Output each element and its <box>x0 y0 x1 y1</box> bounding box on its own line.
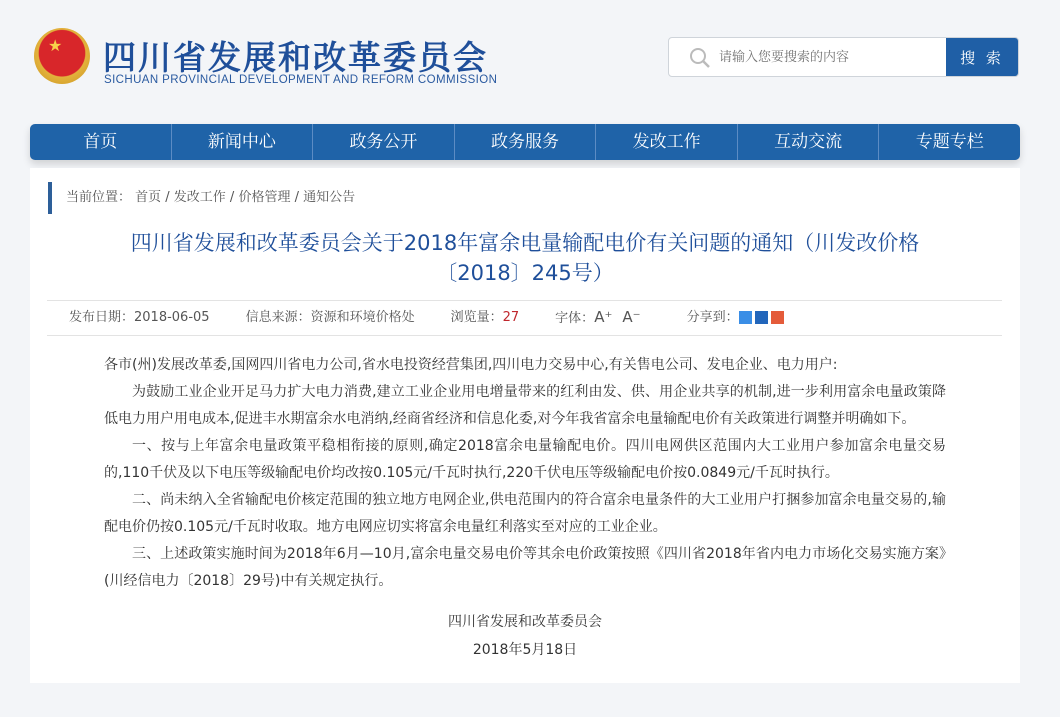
share-qzone-icon[interactable] <box>739 311 752 324</box>
search-button[interactable]: 搜 索 <box>946 38 1018 76</box>
view-count: 27 <box>502 310 520 325</box>
info-source: 资源和环境价格处 <box>310 310 415 325</box>
font-increase-button[interactable]: A⁺ <box>594 308 613 326</box>
site-header <box>0 0 1060 120</box>
article-body <box>104 352 946 595</box>
share-weibo-icon[interactable] <box>771 311 784 324</box>
paragraph: 为鼓励工业企业开足马力扩大电力消费,建立工业企业用电增量带来的红利由发、供、用企业共享的机制,进一步利用富余电量政策降低电力用户用电成本,促进丰水期富余水电消纳,经商省经济和信息化委,对今年我省富余电量输配电价有关政策进行调整并明确如下。 <box>104 384 946 427</box>
font-label: 字体： <box>555 311 595 326</box>
article-title: 四川省发展和改革委员会关于2018年富余电量输配电价有关问题的通知（川发改价格〔2018〕245号） <box>130 231 920 285</box>
date-label: 发布日期： <box>69 310 135 325</box>
national-emblem-logo: ★ <box>34 28 90 84</box>
article-meta <box>47 300 1002 336</box>
nav-news[interactable]: 新闻中心 <box>172 124 314 160</box>
nav-home[interactable]: 首页 <box>30 124 172 160</box>
paragraph: 一、按与上年富余电量政策平稳相衔接的原则,确定2018富余电量输配电价。四川电网供区范围内大工业用户参加富余电量交易的,110千伏及以下电压等级输配电价均改按0.105元/千瓦时执行,220千伏电压等级输配电价按0.0849元/千瓦时执行。 <box>104 438 946 481</box>
site-title: 四川省发展和改革委员会 <box>103 38 488 77</box>
share-renren-icon[interactable] <box>755 311 768 324</box>
search-icon <box>689 47 711 69</box>
site-subtitle: SICHUAN PROVINCIAL DEVELOPMENT AND REFORM COMMISSION <box>104 74 498 86</box>
nav-gov-services[interactable]: 政务服务 <box>455 124 597 160</box>
salutation: 各市(州)发展改革委,国网四川省电力公司,省水电投资经营集团,四川电力交易中心,有关售电公司、发电企业、电力用户: <box>104 357 838 373</box>
content-area <box>30 168 1020 683</box>
search-input[interactable] <box>719 38 944 76</box>
paragraph: 三、上述政策实施时间为2018年6月—10月,富余电量交易电价等其余电价政策按照《四川省2018年省内电力市场化交易实施方案》(川经信电力〔2018〕29号)中有关规定执行。 <box>104 546 946 589</box>
paragraph: 二、尚未纳入全省输配电价核定范围的独立地方电网企业,供电范围内的符合富余电量条件的大工业用户打捆参加富余电量交易的,输配电价仍按0.105元/千瓦时收取。地方电网应切实将富余电量红利落实至对应的工业企业。 <box>104 492 946 535</box>
main-nav <box>30 124 1020 160</box>
breadcrumb-label: 当前位置： <box>66 190 132 205</box>
nav-gov-affairs-open[interactable]: 政务公开 <box>313 124 455 160</box>
nav-special-topics[interactable]: 专题专栏 <box>915 132 984 152</box>
publish-date: 2018-06-05 <box>134 310 210 325</box>
font-decrease-button[interactable]: A⁻ <box>622 308 641 326</box>
breadcrumb-links[interactable]: 首页 / 发改工作 / 价格管理 / 通知公告 <box>135 190 356 205</box>
nav-reform-work[interactable]: 发改工作 <box>596 124 738 160</box>
views-label: 浏览量： <box>450 310 503 325</box>
source-label: 信息来源： <box>245 310 311 325</box>
nav-interaction[interactable]: 互动交流 <box>738 124 880 160</box>
sign-date: 2018年5月18日 <box>472 642 578 658</box>
search-box <box>668 37 1019 77</box>
share-label: 分享到： <box>686 310 739 325</box>
signature: 四川省发展和改革委员会 <box>448 614 602 630</box>
breadcrumb <box>48 182 1003 214</box>
